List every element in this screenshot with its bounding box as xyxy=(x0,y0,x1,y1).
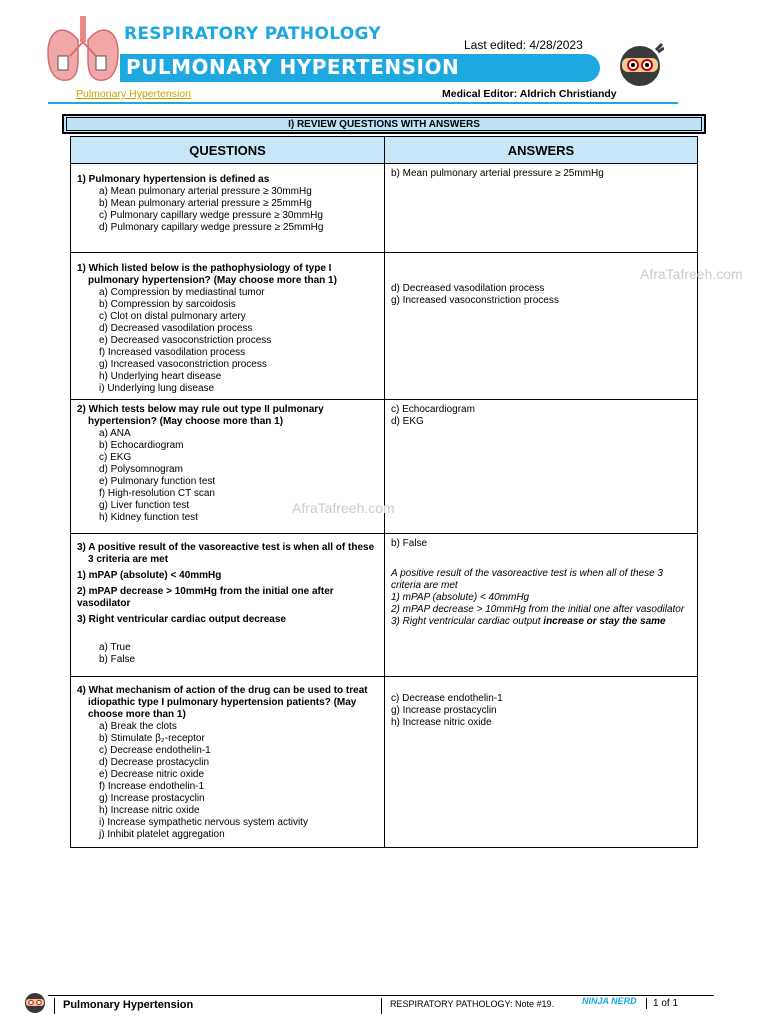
answer-text: b) Mean pulmonary arterial pressure ≥ 25mmHg xyxy=(391,168,604,179)
table-row xyxy=(71,253,698,400)
explanation-prefix: 3) Right ventricular cardiac output xyxy=(391,616,544,627)
table-row xyxy=(71,534,698,677)
question-text: 1) Which listed below is the pathophysiology of type I pulmonary hypertension? (May choose more than 1) xyxy=(77,263,337,286)
option: h) Underlying heart disease xyxy=(99,371,222,382)
medical-editor: Medical Editor: Aldrich Christiandy xyxy=(442,88,617,100)
lungs-logo-icon xyxy=(44,12,122,86)
answer-text: g) Increased vasoconstriction process xyxy=(391,295,559,306)
answer-text: c) Echocardiogram xyxy=(391,404,475,415)
answer-text: h) Increase nitric oxide xyxy=(391,717,492,728)
option: e) Decreased vasoconstriction process xyxy=(99,335,272,346)
option: c) Clot on distal pulmonary artery xyxy=(99,311,246,322)
qa-table xyxy=(70,136,698,848)
criterion: 2) mPAP decrease > 10mmHg from the initial one after vasodilator xyxy=(77,586,334,609)
option: i) Increase sympathetic nervous system activity xyxy=(99,817,308,828)
criterion: 1) mPAP (absolute) < 40mmHg xyxy=(77,570,222,581)
option: d) Decrease prostacyclin xyxy=(99,757,210,768)
question-text: 1) Pulmonary hypertension is defined as xyxy=(77,174,270,185)
option: h) Increase nitric oxide xyxy=(99,805,200,816)
table-row xyxy=(71,164,698,253)
option: g) Liver function test xyxy=(99,500,190,511)
watermark: AfraTafreeh.com xyxy=(640,266,743,282)
option: c) Decrease endothelin-1 xyxy=(99,745,211,756)
option: e) Pulmonary function test xyxy=(99,476,216,487)
question-cell xyxy=(71,253,385,400)
explanation-emphasis: increase or stay the same xyxy=(543,616,666,627)
option: b) Stimulate β₂-receptor xyxy=(99,733,205,744)
answer-text: c) Decrease endothelin-1 xyxy=(391,693,503,704)
option: a) ANA xyxy=(99,428,131,439)
option: e) Decrease nitric oxide xyxy=(99,769,205,780)
option: b) Compression by sarcoidosis xyxy=(99,299,236,310)
brand-logo: NINJA NERD xyxy=(582,996,637,1006)
answer-explanation: 2) mPAP decrease > 10mmHg from the initial one after vasodilator xyxy=(391,604,685,615)
answer-cell xyxy=(385,534,698,677)
option: a) Mean pulmonary arterial pressure ≥ 30mmHg xyxy=(99,186,312,197)
question-cell xyxy=(71,534,385,677)
option: a) Break the clots xyxy=(99,721,177,732)
footer-title: Pulmonary Hypertension xyxy=(54,998,382,1014)
answer-text: g) Increase prostacyclin xyxy=(391,705,497,716)
answer-explanation xyxy=(391,616,691,628)
answer-text: d) EKG xyxy=(391,416,424,427)
question-text: 2) Which tests below may rule out type II pulmonary hypertension? (May choose more than 1) xyxy=(77,404,324,427)
question-cell xyxy=(71,164,385,253)
questions-header: QUESTIONS xyxy=(71,137,385,164)
answer-cell xyxy=(385,164,698,253)
answer-explanation: 1) mPAP (absolute) < 40mmHg xyxy=(391,592,530,603)
table-header-row xyxy=(71,137,698,164)
answer-text: d) Decreased vasodilation process xyxy=(391,283,545,294)
option: f) High-resolution CT scan xyxy=(99,488,215,499)
page-number: 1 of 1 xyxy=(646,998,678,1009)
footer-note: RESPIRATORY PATHOLOGY: Note #19. xyxy=(390,999,555,1009)
option: g) Increased vasoconstriction process xyxy=(99,359,267,370)
answers-header: ANSWERS xyxy=(385,137,698,164)
option: c) EKG xyxy=(99,452,132,463)
option: f) Increase endothelin-1 xyxy=(99,781,205,792)
answer-explanation: A positive result of the vasoreactive test is when all of these 3 criteria are met xyxy=(391,568,663,591)
answer-text: b) False xyxy=(391,538,428,549)
option: d) Pulmonary capillary wedge pressure ≥ 25mmHg xyxy=(99,222,324,233)
ninja-mascot-small-icon xyxy=(22,990,48,1014)
answer-cell xyxy=(385,400,698,534)
ninja-mascot-icon xyxy=(616,40,664,88)
watermark: AfraTafreeh.com xyxy=(292,500,395,516)
section-title: I) REVIEW QUESTIONS WITH ANSWERS xyxy=(66,117,702,131)
subject-title: RESPIRATORY PATHOLOGY xyxy=(124,24,381,44)
header-divider xyxy=(48,102,678,104)
breadcrumb-link[interactable]: Pulmonary Hypertension xyxy=(76,88,191,100)
question-cell xyxy=(71,677,385,848)
table-row xyxy=(71,677,698,848)
option: c) Pulmonary capillary wedge pressure ≥ 30mmHg xyxy=(99,210,323,221)
option: i) Underlying lung disease xyxy=(99,383,215,394)
option: b) False xyxy=(99,654,136,665)
option: d) Polysomnogram xyxy=(99,464,183,475)
option: a) Compression by mediastinal tumor xyxy=(99,287,265,298)
question-text: 3) A positive result of the vasoreactive test is when all of these 3 criteria are met xyxy=(77,542,375,565)
section-header xyxy=(62,114,706,134)
option: h) Kidney function test xyxy=(99,512,198,523)
answer-cell xyxy=(385,677,698,848)
option: f) Increased vasodilation process xyxy=(99,347,246,358)
criterion: 3) Right ventricular cardiac output decrease xyxy=(77,614,286,625)
option: g) Increase prostacyclin xyxy=(99,793,205,804)
option: a) True xyxy=(99,642,131,653)
topic-title: PULMONARY HYPERTENSION xyxy=(126,55,460,79)
last-edited: Last edited: 4/28/2023 xyxy=(464,38,583,52)
option: b) Echocardiogram xyxy=(99,440,184,451)
option: d) Decreased vasodilation process xyxy=(99,323,253,334)
option: b) Mean pulmonary arterial pressure ≥ 25mmHg xyxy=(99,198,312,209)
option: j) Inhibit platelet aggregation xyxy=(99,829,225,840)
question-text: 4) What mechanism of action of the drug can be used to treat idiopathic type I pulmonary hypertension patients? (May choose more than 1) xyxy=(77,685,368,720)
